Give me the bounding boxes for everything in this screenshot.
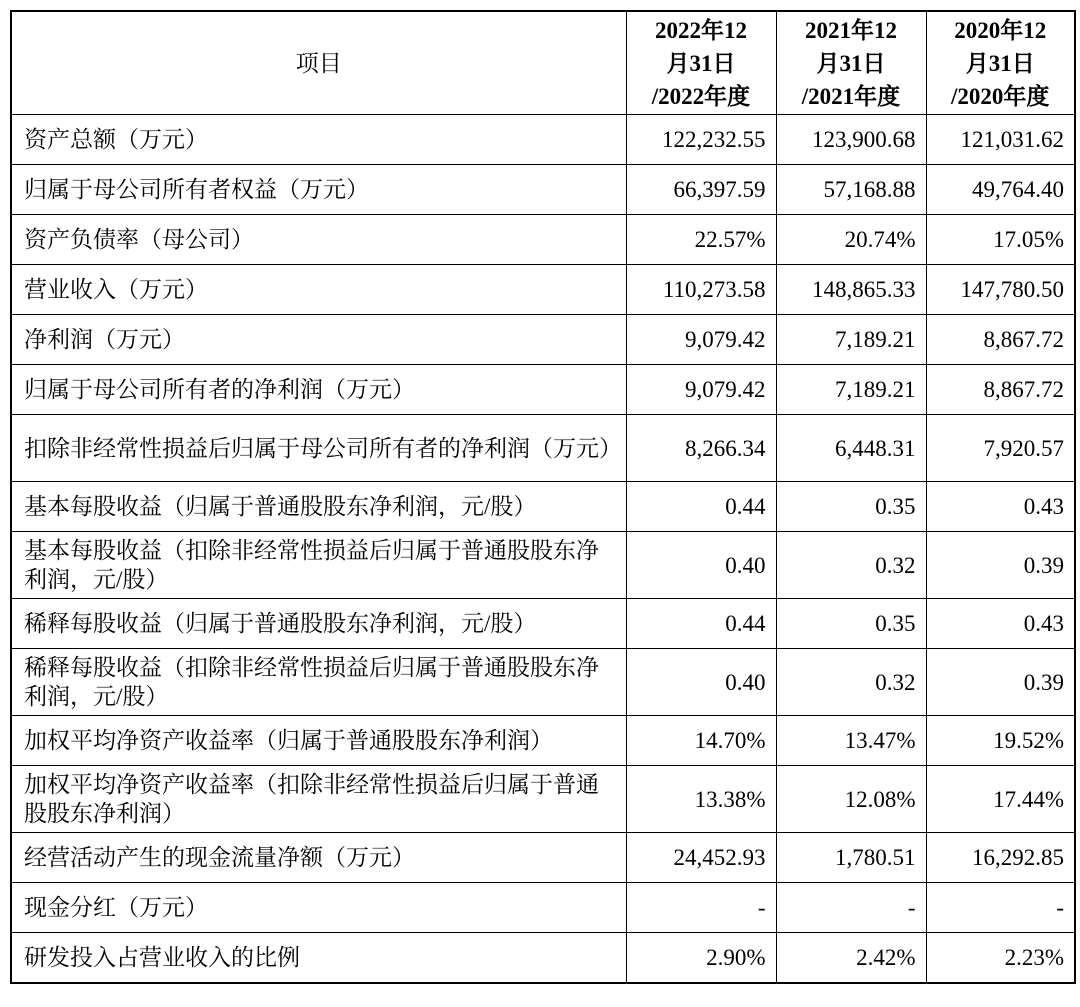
row-value-2021: 148,865.33	[776, 265, 926, 315]
row-label: 加权平均净资产收益率（归属于普通股股东净利润）	[11, 716, 626, 766]
table-row	[11, 365, 1075, 415]
row-label: 扣除非经常性损益后归属于母公司所有者的净利润（万元）	[11, 415, 626, 482]
row-value-2021: 13.47%	[776, 716, 926, 766]
header-2020	[926, 11, 1075, 115]
row-value-2020: 2.23%	[926, 933, 1075, 984]
row-label: 现金分红（万元）	[11, 883, 626, 933]
table-row	[11, 716, 1075, 766]
row-value-2020: 0.39	[926, 649, 1075, 716]
row-value-2020: 147,780.50	[926, 265, 1075, 315]
table-row	[11, 265, 1075, 315]
row-value-2021: 6,448.31	[776, 415, 926, 482]
table-row	[11, 482, 1075, 532]
table-row	[11, 933, 1075, 984]
row-value-2021: 123,900.68	[776, 115, 926, 165]
row-label: 经营活动产生的现金流量净额（万元）	[11, 833, 626, 883]
row-value-2020: 49,764.40	[926, 165, 1075, 215]
row-value-2020: 17.44%	[926, 766, 1075, 833]
table-row	[11, 115, 1075, 165]
row-value-2021: 2.42%	[776, 933, 926, 984]
row-value-2020: -	[926, 883, 1075, 933]
table-row	[11, 649, 1075, 716]
row-value-2022: 0.40	[626, 649, 776, 716]
row-value-2021: 0.32	[776, 649, 926, 716]
row-value-2021: 57,168.88	[776, 165, 926, 215]
row-label: 稀释每股收益（归属于普通股股东净利润，元/股）	[11, 599, 626, 649]
row-label: 加权平均净资产收益率（扣除非经常性损益后归属于普通股股东净利润）	[11, 766, 626, 833]
row-value-2022: 14.70%	[626, 716, 776, 766]
header-2021-text: 2021年12 月31日 /2021年度	[801, 17, 901, 109]
row-value-2020: 0.43	[926, 599, 1075, 649]
header-item: 项目	[11, 11, 626, 115]
table-row	[11, 599, 1075, 649]
row-value-2022: 22.57%	[626, 215, 776, 265]
row-value-2020: 19.52%	[926, 716, 1075, 766]
header-2020-text: 2020年12 月31日 /2020年度	[951, 17, 1050, 109]
row-value-2022: 0.44	[626, 482, 776, 532]
row-label: 基本每股收益（归属于普通股股东净利润，元/股）	[11, 482, 626, 532]
row-value-2022: 66,397.59	[626, 165, 776, 215]
row-value-2021: 7,189.21	[776, 365, 926, 415]
table-row	[11, 215, 1075, 265]
table-row	[11, 766, 1075, 833]
row-value-2021: 7,189.21	[776, 315, 926, 365]
table-row	[11, 315, 1075, 365]
row-value-2020: 0.43	[926, 482, 1075, 532]
row-value-2022: 9,079.42	[626, 365, 776, 415]
row-label: 稀释每股收益（扣除非经常性损益后归属于普通股股东净利润，元/股）	[11, 649, 626, 716]
row-value-2021: 0.35	[776, 482, 926, 532]
row-label: 净利润（万元）	[11, 315, 626, 365]
header-2021	[776, 11, 926, 115]
row-value-2022: 122,232.55	[626, 115, 776, 165]
row-value-2020: 16,292.85	[926, 833, 1075, 883]
row-value-2021: 12.08%	[776, 766, 926, 833]
table-row	[11, 415, 1075, 482]
table-row	[11, 532, 1075, 599]
row-label: 资产总额（万元）	[11, 115, 626, 165]
row-label: 归属于母公司所有者的净利润（万元）	[11, 365, 626, 415]
row-value-2020: 17.05%	[926, 215, 1075, 265]
row-label: 研发投入占营业收入的比例	[11, 933, 626, 984]
row-value-2022: -	[626, 883, 776, 933]
row-value-2022: 13.38%	[626, 766, 776, 833]
header-2022	[626, 11, 776, 115]
table-row	[11, 833, 1075, 883]
row-value-2021: 1,780.51	[776, 833, 926, 883]
row-value-2020: 8,867.72	[926, 315, 1075, 365]
financial-data-table	[10, 10, 1076, 984]
row-value-2021: 0.32	[776, 532, 926, 599]
row-value-2022: 9,079.42	[626, 315, 776, 365]
row-value-2022: 8,266.34	[626, 415, 776, 482]
row-value-2021: 0.35	[776, 599, 926, 649]
row-value-2021: -	[776, 883, 926, 933]
row-value-2021: 20.74%	[776, 215, 926, 265]
row-value-2020: 121,031.62	[926, 115, 1075, 165]
row-label: 资产负债率（母公司）	[11, 215, 626, 265]
row-value-2020: 8,867.72	[926, 365, 1075, 415]
row-label: 归属于母公司所有者权益（万元）	[11, 165, 626, 215]
header-row	[11, 11, 1075, 115]
row-label: 营业收入（万元）	[11, 265, 626, 315]
row-label: 基本每股收益（扣除非经常性损益后归属于普通股股东净利润，元/股）	[11, 532, 626, 599]
header-2022-text: 2022年12 月31日 /2022年度	[651, 17, 751, 109]
row-value-2022: 2.90%	[626, 933, 776, 984]
row-value-2022: 24,452.93	[626, 833, 776, 883]
row-value-2022: 0.44	[626, 599, 776, 649]
row-value-2022: 110,273.58	[626, 265, 776, 315]
table-body	[11, 115, 1075, 984]
table-row	[11, 165, 1075, 215]
row-value-2020: 7,920.57	[926, 415, 1075, 482]
table-row	[11, 883, 1075, 933]
row-value-2022: 0.40	[626, 532, 776, 599]
row-value-2020: 0.39	[926, 532, 1075, 599]
